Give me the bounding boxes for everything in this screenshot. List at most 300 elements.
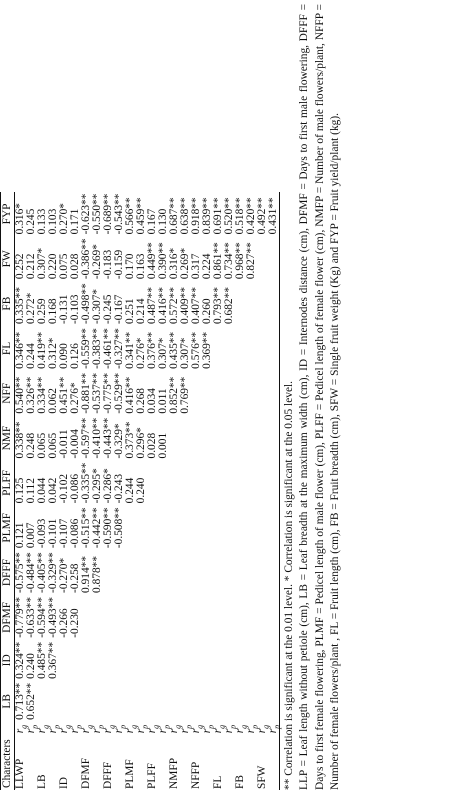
- table-cell: [224, 416, 235, 461]
- row-correlation-type: $r_g$: [190, 724, 205, 734]
- table-cell: [246, 371, 257, 416]
- table-cell: [213, 595, 224, 640]
- table-cell: -0.230: [69, 608, 81, 638]
- table-cell: [202, 595, 213, 640]
- table-cell: 0.125: [14, 477, 26, 504]
- row-correlation-type: $r_g$: [168, 724, 183, 734]
- table-cell: 0.126: [69, 343, 81, 369]
- table-cell: -0.243: [113, 473, 125, 504]
- row-correlation-type: $r_p$: [201, 724, 216, 734]
- table-cell: [268, 595, 280, 640]
- correlation-subscript: p: [74, 724, 84, 729]
- row-character: NMFP: [168, 757, 180, 789]
- table-cell: 0.028: [69, 253, 81, 280]
- row-correlation-type: $r_g$: [256, 724, 271, 734]
- correlation-subscript: p: [118, 724, 128, 729]
- table-cell: [169, 550, 180, 595]
- table-cell: -0.775**: [102, 372, 114, 414]
- table-cell: [224, 640, 235, 681]
- table-cell: [70, 640, 81, 681]
- header-nmf: NMF: [1, 416, 15, 461]
- table-cell: [158, 460, 169, 505]
- table-cell: 0.062: [47, 388, 59, 414]
- table-cell: 0.520**: [223, 197, 235, 235]
- table-cell: [224, 681, 235, 722]
- table-cell: [59, 681, 70, 722]
- table-cell: 0.335**: [14, 286, 26, 324]
- table-cell: 0.034: [146, 388, 158, 414]
- table-cell: -0.183: [102, 249, 114, 280]
- row-correlation-type: $r_g$: [146, 724, 161, 734]
- table-cell: 0.324**: [14, 641, 26, 679]
- row-character: FB: [234, 775, 246, 789]
- table-cell: 0.103: [47, 208, 59, 235]
- table-cell: [169, 416, 180, 461]
- table-cell: -0.004: [69, 429, 81, 459]
- table-cell: -0.245: [102, 294, 114, 324]
- table-cell: -0.107: [58, 518, 70, 549]
- row-character: SFW: [256, 765, 268, 789]
- table-cell: -0.086: [69, 473, 81, 504]
- table-cell: 0.852**: [168, 376, 180, 414]
- significance-note: ** Correlation is significant at the 0.01 level. * Correlation is significant at the 0.05 level.: [283, 380, 295, 790]
- table-cell: [147, 460, 158, 505]
- table-cell: 0.793**: [212, 286, 224, 324]
- table-cell: [191, 371, 202, 416]
- table-cell: [268, 460, 280, 505]
- table-cell: [213, 460, 224, 505]
- row-character: [268, 737, 280, 790]
- table-cell: 0.167: [146, 208, 158, 235]
- table-cell: 0.042: [47, 477, 59, 504]
- row-character: LLWP: [14, 758, 26, 789]
- table-cell: 0.518**: [234, 197, 246, 235]
- table-cell: [257, 640, 268, 681]
- table-cell: [235, 326, 246, 371]
- table-row: [169, 192, 180, 790]
- table-cell: 0.044: [36, 477, 48, 504]
- table-cell: [125, 505, 136, 550]
- table-cell: -0.329*: [113, 423, 125, 459]
- row-correlation-type: $r_p$: [135, 724, 150, 734]
- table-cell: -0.167: [113, 294, 125, 324]
- table-cell: [257, 595, 268, 640]
- row-character: PLMF: [124, 759, 136, 789]
- table-cell: 0.272*: [25, 292, 37, 324]
- table-cell: [268, 640, 280, 681]
- table-cell: -0.327**: [113, 328, 125, 369]
- row-character: FL: [212, 775, 224, 789]
- table-cell: [92, 640, 103, 681]
- row-correlation-type: $r_g$: [36, 724, 51, 734]
- table-cell: [235, 416, 246, 461]
- correlation-subscript: p: [250, 724, 260, 729]
- table-cell: 0.346**: [14, 331, 26, 369]
- table-cell: -0.461**: [102, 328, 114, 369]
- table-cell: -0.594**: [36, 596, 48, 638]
- table-cell: 0.839**: [201, 197, 213, 235]
- table-cell: 0.007: [25, 522, 37, 549]
- table-cell: 0.566**: [124, 197, 136, 235]
- table-cell: [125, 681, 136, 722]
- table-cell: [158, 681, 169, 722]
- table-cell: [92, 595, 103, 640]
- table-cell: 0.878**: [91, 555, 103, 593]
- table-cell: 0.572**: [168, 286, 180, 324]
- table-cell: 0.133: [36, 208, 48, 235]
- table-row: [147, 192, 158, 790]
- table-cell: -0.543**: [113, 193, 125, 235]
- header-r: [1, 722, 15, 737]
- table-cell: -0.537**: [91, 372, 103, 414]
- correlation-subscript: p: [52, 724, 62, 729]
- table-cell: 0.492**: [256, 197, 268, 235]
- table-cell: [257, 371, 268, 416]
- correlation-subscript: g: [19, 724, 29, 729]
- row-correlation-type: $r_g$: [234, 724, 249, 734]
- table-cell: 0.245: [25, 208, 37, 235]
- table-cell: [180, 595, 191, 640]
- table-cell: [268, 505, 280, 550]
- correlation-subscript: g: [63, 724, 73, 729]
- table-cell: [114, 681, 125, 722]
- header-dfff: DFFF: [1, 550, 15, 595]
- table-cell: [246, 595, 257, 640]
- table-cell: [268, 416, 280, 461]
- table-cell: [180, 681, 191, 722]
- table-cell: [125, 550, 136, 595]
- row-correlation-type: $r_g$: [124, 724, 139, 734]
- table-cell: 0.269*: [179, 247, 191, 280]
- row-character: ID: [58, 776, 70, 789]
- table-cell: 0.171: [69, 208, 81, 235]
- table-cell: -0.550**: [91, 193, 103, 235]
- table-cell: [213, 416, 224, 461]
- row-correlation-type: $r_g$: [14, 724, 29, 734]
- table-cell: [114, 595, 125, 640]
- table-cell: 0.459**: [135, 197, 147, 235]
- table-cell: 0.296*: [135, 427, 147, 459]
- table-cell: [224, 595, 235, 640]
- correlation-subscript: p: [96, 724, 106, 729]
- table-cell: 0.251: [124, 298, 136, 324]
- table-cell: -0.011: [58, 429, 70, 459]
- table-cell: 0.419**: [36, 331, 48, 369]
- table-cell: [81, 595, 92, 640]
- correlation-subscript: p: [272, 724, 282, 729]
- table-row: [158, 192, 169, 790]
- table-cell: [191, 681, 202, 722]
- table-cell: -0.484**: [25, 552, 37, 593]
- table-notes: [282, 4, 343, 790]
- row-character: PLFF: [146, 763, 158, 789]
- row-correlation-type: $r_p$: [47, 724, 62, 734]
- table-cell: -0.633**: [25, 596, 37, 638]
- table-cell: [103, 550, 114, 595]
- table-cell: [136, 550, 147, 595]
- table-cell: [268, 326, 280, 371]
- table-cell: -0.266: [58, 608, 70, 638]
- table-cell: 0.540**: [14, 376, 26, 414]
- table-cell: [235, 505, 246, 550]
- table-cell: -0.493**: [47, 596, 59, 638]
- table-cell: 0.713**: [14, 682, 26, 720]
- table-cell: 0.011: [157, 388, 169, 414]
- table-cell: 0.307*: [179, 337, 191, 369]
- table-row: [191, 192, 202, 790]
- table-cell: -0.515**: [80, 507, 92, 549]
- table-cell: 0.769**: [179, 376, 191, 414]
- table-cell: 0.163: [135, 253, 147, 280]
- table-cell: 0.416**: [124, 376, 136, 414]
- table-cell: [59, 640, 70, 681]
- table-cell: [213, 326, 224, 371]
- table-cell: -0.529**: [113, 372, 125, 414]
- row-correlation-type: $r_g$: [58, 724, 73, 734]
- table-cell: 0.065: [36, 432, 48, 459]
- correlation-subscript: g: [217, 724, 227, 729]
- table-cell: [158, 550, 169, 595]
- correlation-subscript: g: [129, 724, 139, 729]
- table-cell: [213, 505, 224, 550]
- table-cell: [180, 640, 191, 681]
- table-row: [202, 192, 213, 790]
- table-cell: -0.498**: [80, 283, 92, 324]
- table-cell: [235, 681, 246, 722]
- correlation-subscript: p: [162, 724, 172, 729]
- table-cell: 0.338**: [14, 421, 26, 459]
- table-cell: 0.409**: [179, 286, 191, 324]
- table-cell: -0.258: [69, 563, 81, 593]
- table-cell: 0.827**: [245, 242, 257, 280]
- table-cell: [191, 505, 202, 550]
- table-cell: [213, 371, 224, 416]
- table-cell: [224, 460, 235, 505]
- table-cell: [147, 595, 158, 640]
- table-cell: -0.086: [69, 518, 81, 549]
- header-fb: FB: [1, 281, 15, 326]
- table-cell: 0.112: [25, 478, 37, 504]
- row-character: LB: [36, 774, 48, 789]
- table-cell: 0.918**: [190, 197, 202, 235]
- table-cell: [158, 640, 169, 681]
- table-cell: -0.623**: [80, 193, 92, 235]
- table-cell: -0.295*: [91, 468, 103, 504]
- table-cell: 0.914**: [80, 555, 92, 593]
- table-cell: 0.252: [14, 253, 26, 280]
- table-row: [268, 192, 280, 790]
- table-cell: [224, 326, 235, 371]
- table-cell: 0.312*: [47, 337, 59, 369]
- table-cell: [235, 595, 246, 640]
- table-cell: 0.687**: [168, 197, 180, 235]
- table-cell: 0.268: [135, 388, 147, 414]
- table-cell: [224, 550, 235, 595]
- table-cell: 0.431**: [268, 192, 280, 237]
- table-cell: 0.638**: [179, 197, 191, 235]
- table-cell: [246, 505, 257, 550]
- table-cell: 0.376**: [146, 331, 158, 369]
- table-row: [235, 192, 246, 790]
- header-plff: PLFF: [1, 460, 15, 505]
- table-cell: 0.090: [58, 343, 70, 369]
- table-cell: -0.405**: [36, 552, 48, 593]
- table-cell: -0.335**: [80, 462, 92, 504]
- table-cell: 0.317: [190, 253, 202, 280]
- table-cell: [257, 550, 268, 595]
- table-cell: [92, 681, 103, 722]
- table-cell: [169, 640, 180, 681]
- correlation-table: [0, 192, 280, 790]
- table-cell: -0.383**: [91, 328, 103, 369]
- table-cell: 0.369**: [201, 331, 213, 369]
- table-cell: [180, 416, 191, 461]
- table-cell: [246, 550, 257, 595]
- table-cell: [103, 595, 114, 640]
- header-row: [1, 192, 15, 790]
- table-cell: [257, 236, 268, 281]
- table-cell: [180, 550, 191, 595]
- table-row: [136, 192, 147, 790]
- table-cell: -0.093: [36, 518, 48, 549]
- table-cell: [136, 640, 147, 681]
- table-cell: -0.559**: [80, 328, 92, 369]
- correlation-subscript: g: [173, 724, 183, 729]
- table-cell: [268, 550, 280, 595]
- row-correlation-type: $r_p$: [223, 724, 238, 734]
- table-cell: [158, 505, 169, 550]
- table-cell: 0.248: [25, 432, 37, 459]
- row-correlation-type: $r_p$: [179, 724, 194, 734]
- row-correlation-type: $r_p$: [91, 724, 106, 734]
- table-cell: [235, 640, 246, 681]
- table-cell: [202, 681, 213, 722]
- table-cell: [224, 505, 235, 550]
- table-cell: [202, 640, 213, 681]
- table-cell: [235, 460, 246, 505]
- table-cell: [147, 505, 158, 550]
- table-cell: [191, 416, 202, 461]
- table-cell: 0.487**: [146, 286, 158, 324]
- header-fw: FW: [1, 236, 15, 281]
- table-cell: [191, 550, 202, 595]
- table-cell: -0.270*: [58, 557, 70, 593]
- table-cell: [169, 460, 180, 505]
- table-cell: -0.410**: [91, 417, 103, 459]
- table-cell: 0.075: [58, 253, 70, 280]
- table-cell: 0.065: [47, 432, 59, 459]
- table-cell: 0.170: [124, 253, 136, 280]
- table-cell: 0.861**: [212, 242, 224, 280]
- header-lb: LB: [1, 681, 15, 722]
- table-cell: 0.276*: [69, 382, 81, 414]
- table-cell: [213, 550, 224, 595]
- table-cell: 0.270*: [58, 203, 70, 235]
- table-cell: [213, 681, 224, 722]
- row-correlation-type: $r_g$: [102, 724, 117, 734]
- table-cell: [202, 460, 213, 505]
- table-cell: 0.652**: [25, 682, 37, 720]
- table-cell: -0.590**: [102, 507, 114, 549]
- table-cell: 0.691**: [212, 197, 224, 235]
- correlation-subscript: g: [107, 724, 117, 729]
- correlation-subscript: g: [195, 724, 205, 729]
- table-cell: [257, 326, 268, 371]
- table-cell: [136, 681, 147, 722]
- table-cell: [37, 681, 48, 722]
- row-character: DFFF: [102, 761, 114, 789]
- row-correlation-type: $r_p$: [69, 724, 84, 734]
- table-row: [257, 192, 268, 790]
- table-cell: 0.276*: [135, 337, 147, 369]
- table-cell: [70, 681, 81, 722]
- table-cell: [202, 371, 213, 416]
- table-cell: 0.240: [135, 477, 147, 504]
- table-cell: [213, 640, 224, 681]
- header-characters: Characters: [1, 739, 13, 788]
- correlation-subscript: g: [151, 724, 161, 729]
- table-cell: 0.168: [47, 298, 59, 324]
- table-cell: [136, 595, 147, 640]
- table-cell: -0.307*: [91, 288, 103, 324]
- header-fyp: FYP: [1, 192, 15, 237]
- correlation-subscript: p: [184, 724, 194, 729]
- row-correlation-type: $r_p$: [157, 724, 172, 734]
- row-correlation-type: $r_p$: [113, 724, 128, 734]
- header-fl: FL: [1, 326, 15, 371]
- table-cell: [191, 460, 202, 505]
- table-cell: 0.373**: [124, 421, 136, 459]
- table-cell: [48, 681, 59, 722]
- table-cell: [202, 505, 213, 550]
- table-cell: 0.307*: [36, 247, 48, 280]
- table-cell: 0.001: [157, 432, 169, 459]
- table-cell: 0.260: [201, 298, 213, 324]
- header-dfmf: DFMF: [1, 595, 15, 640]
- table-cell: 0.734**: [223, 242, 235, 280]
- table-cell: [224, 371, 235, 416]
- correlation-subscript: g: [85, 724, 95, 729]
- table-cell: [246, 460, 257, 505]
- row-character: DFMF: [80, 757, 92, 789]
- table-cell: [246, 640, 257, 681]
- table-cell: [114, 640, 125, 681]
- table-cell: 0.259: [36, 298, 48, 324]
- correlation-subscript: p: [206, 724, 216, 729]
- table-cell: [191, 595, 202, 640]
- table-cell: [257, 416, 268, 461]
- row-correlation-type: $r_g$: [80, 724, 95, 734]
- table-body: [15, 192, 280, 790]
- table-cell: 0.028: [146, 432, 158, 459]
- row-character: NFFP: [190, 761, 202, 789]
- table-cell: 0.334**: [36, 376, 48, 414]
- table-cell: 0.576**: [190, 331, 202, 369]
- table-cell: [235, 371, 246, 416]
- table-row: [180, 192, 191, 790]
- table-cell: [268, 371, 280, 416]
- table-cell: -0.101: [47, 518, 59, 549]
- table-cell: -0.575**: [14, 552, 26, 593]
- table-cell: [257, 505, 268, 550]
- table-cell: [103, 681, 114, 722]
- table-cell: -0.102: [58, 473, 70, 504]
- table-cell: [114, 550, 125, 595]
- correlation-subscript: g: [41, 724, 51, 729]
- table-row: [246, 192, 257, 790]
- table-cell: -0.881**: [80, 372, 92, 414]
- table-cell: 0.682**: [223, 286, 235, 324]
